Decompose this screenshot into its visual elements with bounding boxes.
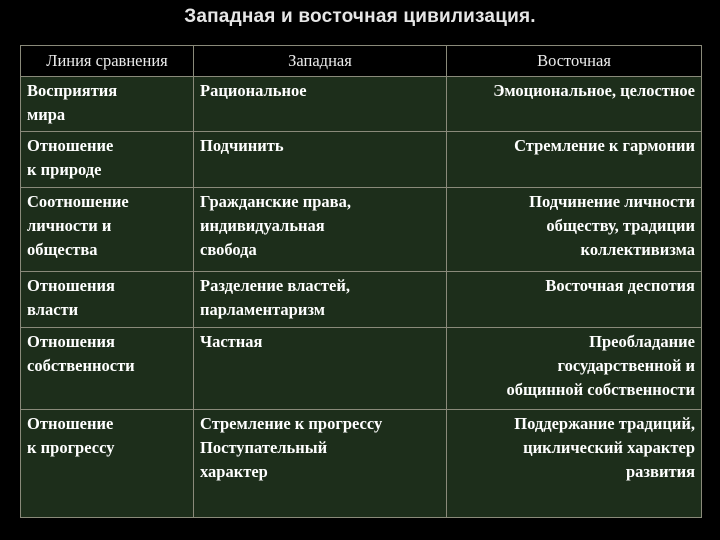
western-cell: Частная: [194, 328, 447, 410]
western-cell: Гражданские права, индивидуальная свобода: [194, 188, 447, 272]
aspect-cell: Отношение к прогрессу: [21, 410, 194, 518]
table-row: [21, 410, 702, 518]
table-row: [21, 328, 702, 410]
table-row: [21, 132, 702, 188]
aspect-cell: Отношение к природе: [21, 132, 194, 188]
eastern-cell: Стремление к гармонии: [447, 132, 702, 188]
eastern-cell: Восточная деспотия: [447, 272, 702, 328]
western-cell: Разделение властей, парламентаризм: [194, 272, 447, 328]
table-row: [21, 272, 702, 328]
aspect-cell: Соотношение личности и общества: [21, 188, 194, 272]
comparison-table: [20, 45, 702, 518]
column-header-eastern: Восточная: [447, 46, 702, 77]
table-row: [21, 77, 702, 132]
aspect-cell: Восприятия мира: [21, 77, 194, 132]
table-row: [21, 188, 702, 272]
column-header-comparison-line: Линия сравнения: [21, 46, 194, 77]
eastern-cell: Преобладание государственной и общинной собственности: [447, 328, 702, 410]
table-header-row: [21, 46, 702, 77]
western-cell: Стремление к прогрессу Поступательный характер: [194, 410, 447, 518]
column-header-western: Западная: [194, 46, 447, 77]
western-cell: Рациональное: [194, 77, 447, 132]
western-cell: Подчинить: [194, 132, 447, 188]
eastern-cell: Поддержание традиций, циклический характер развития: [447, 410, 702, 518]
aspect-cell: Отношения власти: [21, 272, 194, 328]
aspect-cell: Отношения собственности: [21, 328, 194, 410]
page-title: Западная и восточная цивилизация.: [184, 6, 536, 27]
eastern-cell: Эмоциональное, целостное: [447, 77, 702, 132]
eastern-cell: Подчинение личности обществу, традиции коллективизма: [447, 188, 702, 272]
